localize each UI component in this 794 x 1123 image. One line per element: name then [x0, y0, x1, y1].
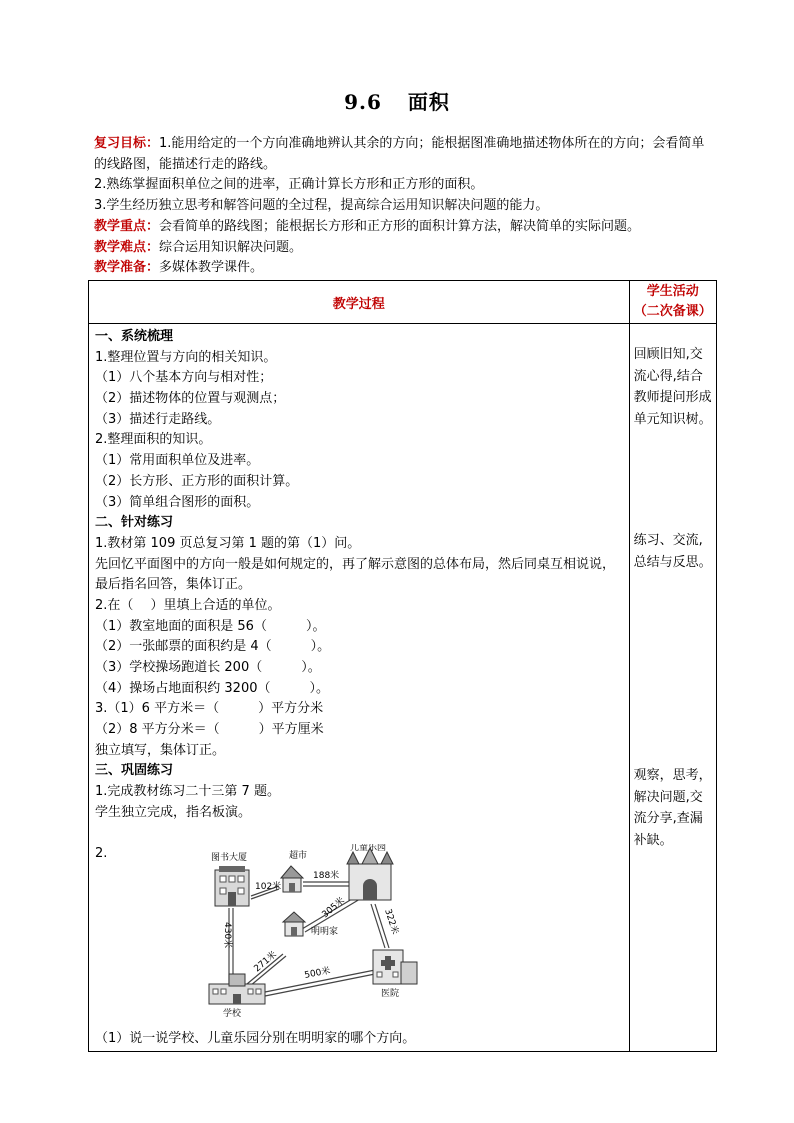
difficulty [94, 238, 716, 259]
s2-line-10: 独立填写，集体订正。 [95, 742, 226, 758]
page-title [0, 86, 794, 115]
lesson-intro [94, 134, 716, 279]
goals-1: 1.能用给定的一个方向准确地辨认其余的方向；能根据图准确地描述物体所在的方向；会看简单的线路图，能描述行走的路线。 [94, 136, 705, 172]
s3-line-3: 2. [95, 845, 108, 861]
dist-park-hospital: 322米 [382, 907, 400, 936]
building-market [281, 866, 303, 892]
title-text: 面积 [407, 90, 450, 114]
s1-line-1: 1.整理位置与方向的相关知识。 [95, 349, 277, 365]
key-text: 会看简单的路线图；能根据长方形和正方形的面积计算方法，解决简单的实际问题。 [159, 218, 641, 234]
difficulty-text: 综合运用知识解决问题。 [159, 239, 303, 255]
header-activity [629, 281, 716, 324]
key-points [94, 217, 716, 238]
header-process: 教学过程 [89, 281, 630, 324]
section-1-heading: 一、系统梳理 [95, 329, 174, 344]
s2-line-5: （2）一张邮票的面积约是 4（ ）。 [95, 639, 331, 655]
section-3-heading: 三、巩固练习 [95, 763, 174, 779]
activity-2: 练习、交流,总结与反思。 [633, 533, 712, 570]
header-activity-line1: 学生活动 [646, 284, 699, 299]
prep-label: 教学准备： [94, 260, 160, 276]
activity-1: 回顾旧知,交流心得,结合教师提问形成单元知识树。 [633, 347, 712, 427]
dist-market-park: 188米 [313, 870, 340, 881]
goals-2: 2.熟练掌握面积单位之间的进率，正确计算长方形和正方形的面积。 [94, 177, 484, 193]
s1-line-2: （1）八个基本方向与相对性； [95, 370, 273, 386]
s1-line-4: （3）描述行走路线。 [95, 411, 221, 427]
s2-line-1: 1.教材第 109 页总复习第 1 题的第（1）问。 [95, 535, 361, 551]
s1-line-3: （2）描述物体的位置与观测点； [95, 391, 286, 407]
lesson-table [88, 280, 717, 1052]
s2-line-9: （2）8 平方分米＝（ ）平方厘米 [95, 722, 324, 738]
s2-line-3: 2.在（ ）里填上合适的单位。 [95, 597, 281, 613]
activity-cell [629, 324, 716, 1052]
s3-line-4: （1）说一说学校、儿童乐园分别在明明家的哪个方向。 [95, 1030, 416, 1046]
title-number: 9.6 [344, 90, 382, 114]
s3-line-1: 1.完成教材练习二十三第 7 题。 [95, 784, 280, 800]
dist-school-hospital: 500米 [303, 965, 332, 981]
s1-line-5: 2.整理面积的知识。 [95, 432, 212, 448]
building-park [347, 848, 393, 900]
prep-text: 多媒体教学课件。 [159, 260, 264, 276]
route-map [207, 844, 437, 1019]
s2-line-2: 先回忆平面图中的方向一般是如何规定的，再了解示意图的总体布局，然后同桌互相说说，最后指名回答，集体订正。 [95, 556, 616, 593]
label-school: 学校 [223, 1008, 242, 1019]
preparation [94, 258, 716, 279]
label-library: 图书大厦 [211, 852, 248, 863]
goals-label: 复习目标： [94, 136, 160, 151]
difficulty-label: 教学难点： [94, 239, 160, 255]
table-body-row [89, 324, 717, 1052]
s2-line-6: （3）学校操场跑道长 200（ ）。 [95, 660, 321, 676]
route-map-block [95, 844, 623, 1029]
dist-library-school: 430米 [222, 921, 232, 948]
building-library [215, 866, 249, 906]
s1-line-6: （1）常用面积单位及进率。 [95, 453, 260, 469]
s1-line-7: （2）长方形、正方形的面积计算。 [95, 473, 299, 489]
label-market: 超市 [289, 850, 308, 861]
building-school [209, 974, 265, 1004]
table-header-row [89, 281, 717, 324]
s3-line-2: 学生独立完成，指名板演。 [95, 804, 252, 820]
section-2-heading: 二、针对练习 [95, 515, 174, 531]
dist-school-home: 271米 [252, 949, 279, 974]
building-home [283, 912, 305, 936]
s2-line-8: 3.（1）6 平方米＝（ ）平方分米 [95, 701, 324, 717]
s2-line-7: （4）操场占地面积约 3200（ ）。 [95, 680, 329, 696]
dist-library-market: 102米 [255, 881, 282, 892]
label-home: 明明家 [311, 926, 339, 937]
key-label: 教学重点： [94, 218, 160, 234]
building-hospital [373, 950, 417, 984]
header-activity-line2: （二次备课） [633, 304, 712, 319]
activity-3: 观察，思考，解决问题,交流分享,查漏补缺。 [633, 768, 712, 848]
label-hospital: 医院 [381, 988, 400, 999]
dist-park-home: 305米 [320, 895, 347, 920]
s2-line-4: （1）教室地面的面积是 56（ ）。 [95, 618, 326, 634]
goals-paragraph [94, 134, 716, 175]
process-cell [89, 324, 630, 1052]
s1-line-8: （3）简单组合图形的面积。 [95, 494, 260, 510]
label-park: 儿童乐园 [350, 843, 387, 853]
goals-3: 3.学生经历独立思考和解答问题的全过程，提高综合运用知识解决问题的能力。 [94, 198, 549, 214]
